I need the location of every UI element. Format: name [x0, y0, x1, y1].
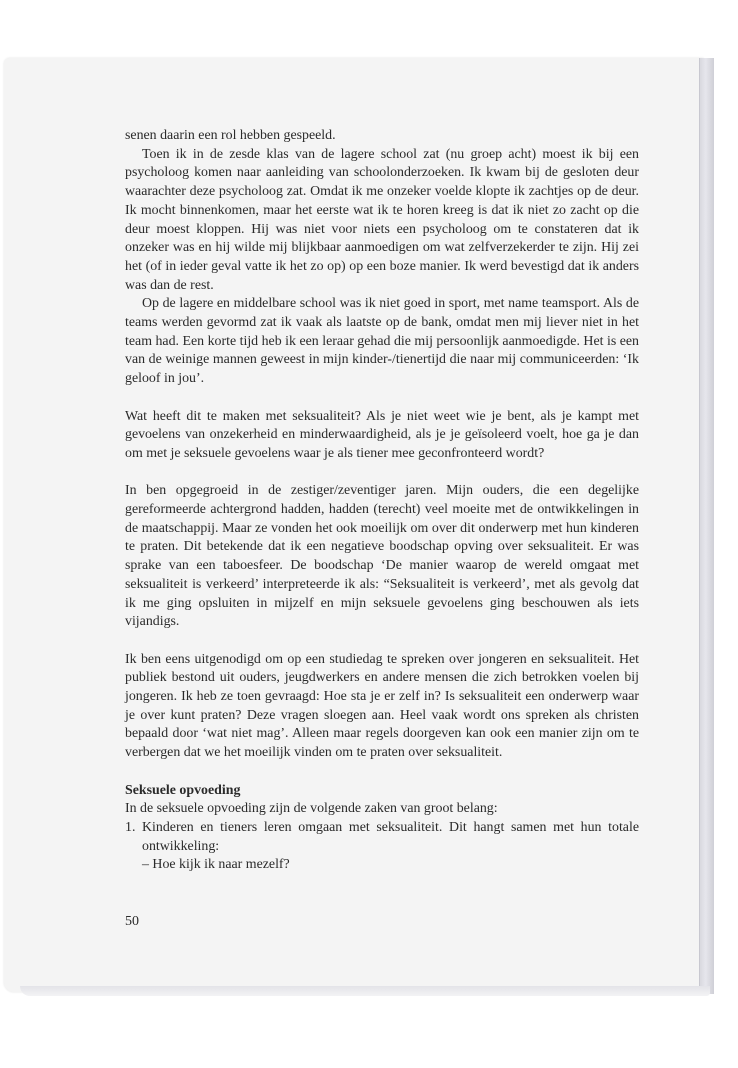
- page-edge-shadow: [699, 58, 714, 994]
- list-subitem: – Hoe kijk ik naar mezelf?: [142, 857, 290, 873]
- paragraph-sport: Op de lagere en middelbare school was ik niet goed in sport, met name teamsport. Als de teams werden gevormd zat ik vaak als laatste op de bank, omdat men mij liever niet in het team had. Een korte tijd heb ik een leraar gehad die mij persoonlijk aanmoedigde. Het is een van de weinige mannen geweest in mijn kinder-/tienertijd die naar mij communiceerden: ‘Ik geloof in jou’.: [125, 296, 639, 387]
- list-text: Kinderen en tieners leren omgaan met seksualiteit. Dit hangt samen met hun totale ontwikkeling:: [142, 819, 639, 854]
- paragraph-psycholoog: Toen ik in de zesde klas van de lagere school zat (nu groep acht) moest ik bij een psycholoog komen naar aanleiding van schoolonderzoeken. Ik kwam bij de gesloten deur waarachter deze psycholoog zat. Omdat ik me onzeker voelde klopte ik zachtjes op de deur. Ik mocht binnenkomen, maar het eerste wat ik te horen kreeg is dat ik niet zo zacht op die deur moest kloppen. Hij was niet voor niets een psycholoog om te constateren dat ik onzeker was en hij wilde mij blijkbaar aanmoedigen om wat zelfverzekerder te zijn. Hij zei het (of in ieder geval vatte ik het zo op) op een boze manier. Ik werd bevestigd dat ik anders was dan de rest.: [125, 146, 639, 293]
- page-bottom-shadow: [20, 986, 710, 996]
- list-item: [125, 819, 639, 856]
- paragraph-studiedag: Ik ben eens uitgenodigd om op een studiedag te spreken over jongeren en seksualiteit. Het publiek bestond uit ouders, jeugdwerkers en andere mensen die zich betrokken voelen bij jongeren. Ik heb ze toen gevraagd: Hoe sta je er zelf in? Is seksualiteit een onderwerp waar je over kunt praten? Deze vragen sloegen aan. Heel vaak wordt ons spreken als christen bepaald door ‘wat niet mag’. Alleen maar regels doorgeven kan ook een manier zijn om te verbergen dat we het moeilijk vinden om te praten over seksualiteit.: [125, 651, 639, 761]
- page-number: 50: [125, 914, 139, 929]
- section-intro: In de seksuele opvoeding zijn de volgende zaken van groot belang:: [125, 801, 498, 817]
- paragraph-seksualiteit-vraag: Wat heeft dit te maken met seksualiteit? Als je niet weet wie je bent, als je kampt met gevoelens van onzekerheid en minderwaardigheid, als je je geïsoleerd voelt, hoe ga je dan om met je seksuele gevoelens waar je als tiener mee geconfronteerd wordt?: [125, 408, 639, 461]
- list-number: 1.: [125, 819, 136, 835]
- paragraph-opgegroeid: In ben opgegroeid in de zestiger/zeventiger jaren. Mijn ouders, die een degelijke gereformeerde achtergrond hadden, hadden (terecht) veel moeite met de ontwikkelingen in de maatschappij. Maar ze vonden het ook moeilijk om over dit onderwerp met hun kinderen te praten. Dit betekende dat ik een negatieve boodschap opving over seksualiteit. Er was sprake van een taboesfeer. De boodschap ‘De manier waarop de wereld omgaat met seksualiteit is verkeerd’ interpreteerde ik als: “Seksualiteit is verkeerd’, met als gevolg dat ik me ging opsluiten in mijzelf en mijn seksuele gevoelens ging beschouwen als iets vijandigs.: [125, 483, 639, 630]
- section-heading: Seksuele opvoeding: [125, 782, 241, 798]
- paragraph-continuation: senen daarin een rol hebben gespeeld.: [125, 128, 336, 143]
- body-text: [125, 127, 639, 875]
